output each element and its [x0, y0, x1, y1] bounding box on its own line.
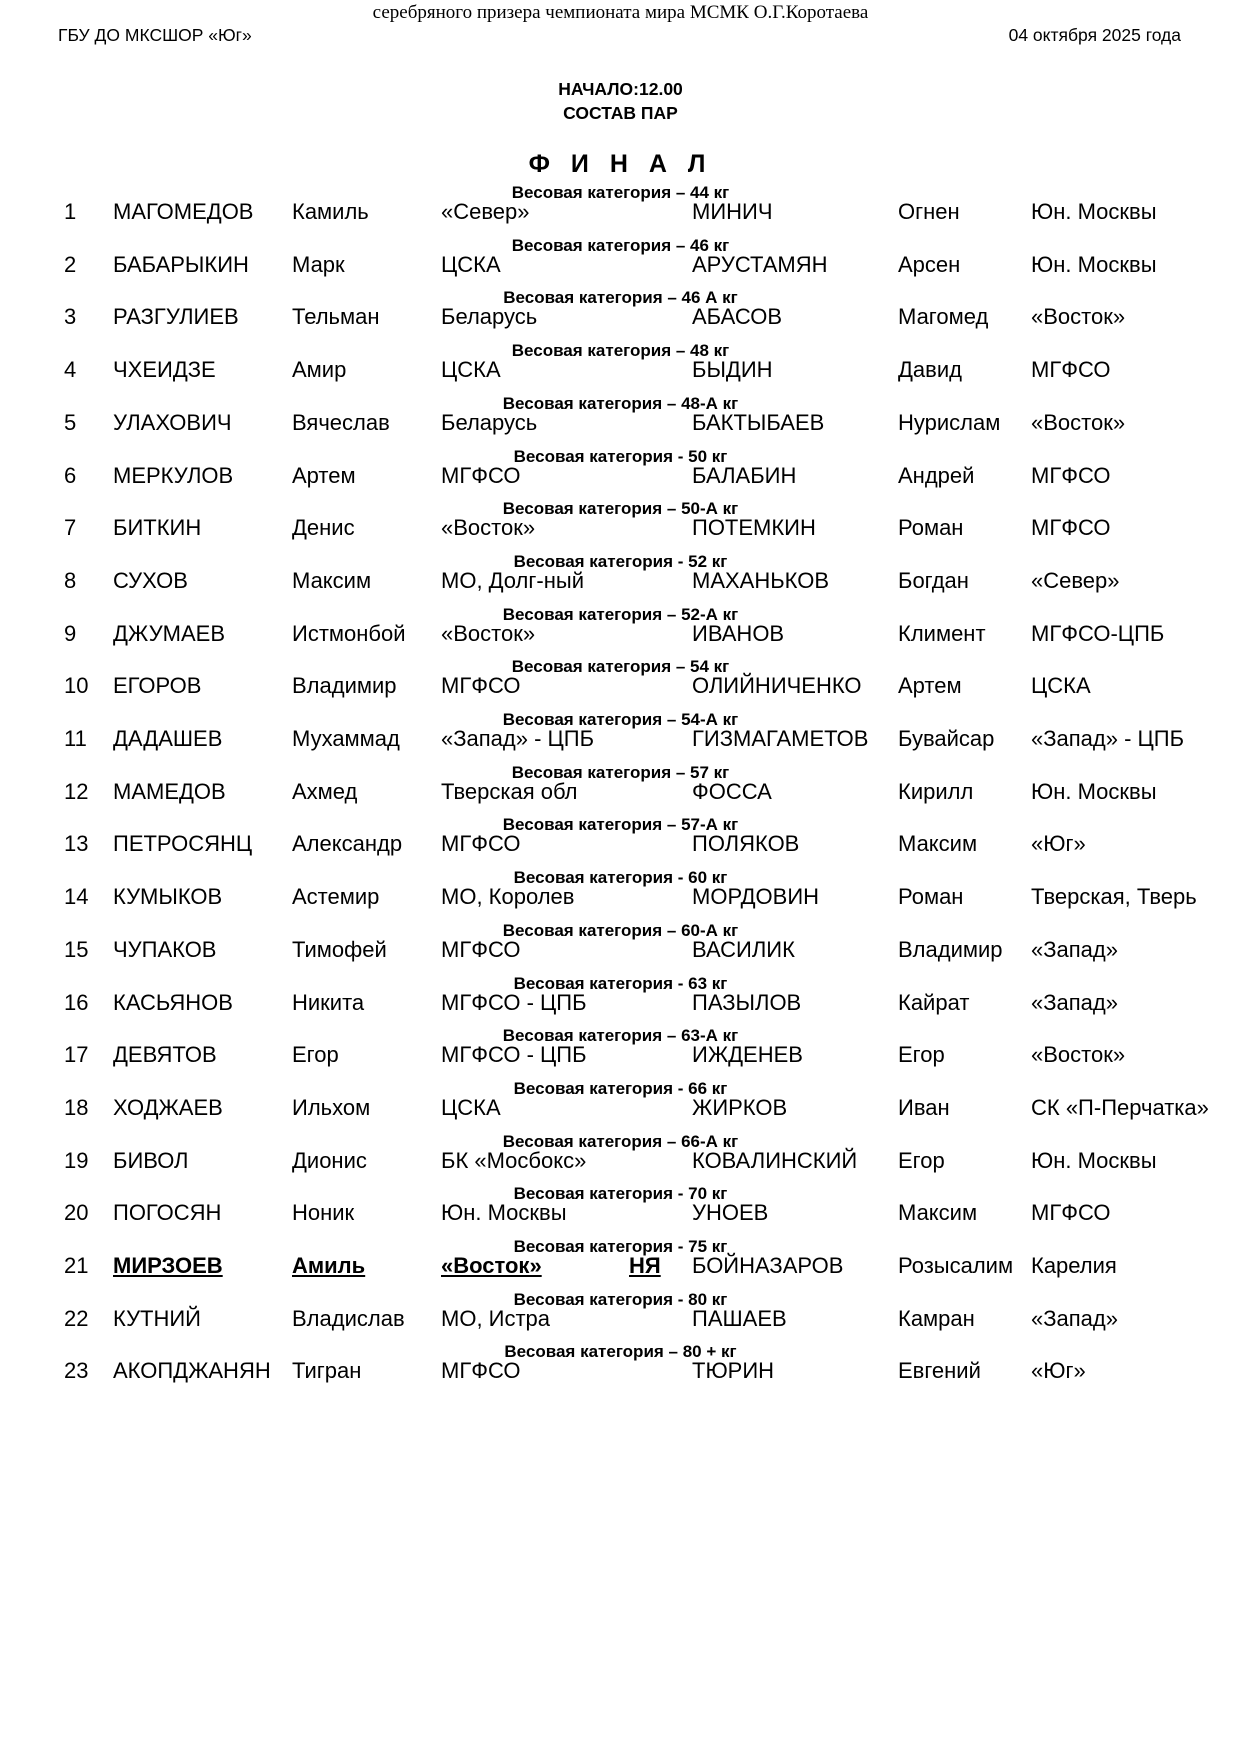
bout-row	[0, 672, 1241, 700]
right-name: Андрей	[898, 462, 975, 488]
weight-category: Весовая категория - 80 кг	[513, 1289, 728, 1309]
right-surname: БАЛАБИН	[692, 462, 797, 488]
bout-number: 15	[64, 936, 89, 962]
right-surname: АБАСОВ	[692, 304, 783, 330]
right-surname: ЖИРКОВ	[692, 1094, 788, 1120]
weight-category: Весовая категория – 80 + кг	[504, 1342, 737, 1362]
right-name: Арсен	[898, 251, 961, 277]
right-name: Богдан	[898, 567, 969, 593]
bout-number: 5	[64, 409, 77, 435]
right-club: МГФСО	[1031, 1200, 1111, 1226]
right-club: Юн. Москвы	[1031, 199, 1157, 224]
bout-row	[0, 514, 1241, 542]
right-club: «Восток»	[1031, 304, 1126, 330]
right-surname: ИЖДЕНЕВ	[692, 1042, 803, 1068]
bout-number: 22	[64, 1305, 89, 1331]
left-club: Тверская обл	[441, 778, 578, 804]
right-club: Юн. Москвы	[1031, 251, 1157, 277]
left-name: Артем	[292, 462, 356, 488]
left-name: Тимофей	[292, 936, 387, 962]
bout-row	[0, 725, 1241, 753]
organization-name: ГБУ ДО МКСШОР «Юг»	[58, 25, 252, 45]
right-surname: МИНИЧ	[692, 199, 773, 224]
left-name: Егор	[292, 1042, 339, 1068]
left-club: Беларусь	[441, 304, 538, 330]
weight-category: Весовая категория – 54-А кг	[502, 710, 739, 729]
weight-category: Весовая категория – 57 кг	[511, 762, 730, 782]
weight-category: Весовая категория – 48 кг	[511, 341, 730, 361]
right-surname: ВАСИЛИК	[692, 936, 795, 962]
weight-category: Весовая категория - 70 кг	[513, 1184, 728, 1204]
left-name: Вячеслав	[292, 409, 390, 435]
right-club: «Север»	[1031, 567, 1120, 593]
bout-row	[0, 198, 1241, 226]
weight-category: Весовая категория – 44 кг	[511, 183, 730, 202]
right-club: «Восток»	[1031, 409, 1126, 435]
right-name: Огнен	[898, 199, 960, 224]
left-surname: ПОГОСЯН	[113, 1200, 222, 1226]
right-name: Камран	[898, 1305, 975, 1331]
left-club: МГФСО	[441, 673, 521, 699]
left-name: Никита	[292, 989, 365, 1015]
left-surname: СУХОВ	[113, 567, 188, 593]
bout-number: 23	[64, 1358, 89, 1384]
right-surname: БАКТЫБАЕВ	[692, 409, 825, 435]
right-surname: ПОЛЯКОВ	[692, 831, 800, 857]
left-name: Дионис	[292, 1147, 367, 1173]
weight-category: Весовая категория – 48-А кг	[502, 393, 739, 413]
left-surname: КУТНИЙ	[113, 1305, 201, 1331]
bout-number: 21	[64, 1253, 89, 1278]
left-surname: РАЗГУЛИЕВ	[113, 304, 239, 330]
right-surname: КОВАЛИНСКИЙ	[692, 1147, 858, 1173]
right-club: «Запад»	[1031, 989, 1118, 1015]
left-surname: ЧУПАКОВ	[113, 936, 217, 962]
bout-row	[0, 251, 1241, 279]
event-subtitle: серебряного призера чемпионата мира МСМК О.Г.Коротаева	[372, 2, 869, 23]
left-club: ЦСКА	[441, 1094, 501, 1120]
left-surname: ДЖУМАЕВ	[113, 620, 226, 646]
right-surname: ПАШАЕВ	[692, 1305, 787, 1331]
bout-row	[0, 1094, 1241, 1122]
right-surname: ОЛИЙНИЧЕНКО	[692, 673, 862, 699]
result-mark: НЯ	[629, 1253, 661, 1278]
left-club: БК «Мосбокс»	[441, 1147, 587, 1173]
weight-category: Весовая категория – 46 А кг	[503, 288, 738, 308]
left-surname: БИВОЛ	[113, 1147, 189, 1173]
left-surname: ХОДЖАЕВ	[113, 1094, 223, 1120]
right-name: Розысалим	[898, 1253, 1014, 1278]
left-surname: КАСЬЯНОВ	[113, 989, 233, 1015]
right-name: Кайрат	[898, 989, 970, 1015]
right-club: Юн. Москвы	[1031, 1147, 1157, 1173]
left-name: Александр	[292, 831, 403, 857]
right-name: Бувайсар	[898, 726, 995, 751]
left-club: Юн. Москвы	[441, 1200, 567, 1226]
right-name: Роман	[898, 884, 964, 910]
left-surname: МАМЕДОВ	[113, 778, 226, 804]
bout-row	[0, 883, 1241, 911]
left-surname: АКОПДЖАНЯН	[113, 1358, 271, 1384]
left-name: Мухаммад	[292, 726, 400, 751]
left-club: МО, Истра	[441, 1305, 551, 1331]
right-surname: БЫДИН	[692, 357, 773, 383]
right-name: Иван	[898, 1094, 950, 1120]
weight-category: Весовая категория - 63 кг	[513, 973, 728, 993]
left-name: Камиль	[292, 199, 369, 224]
bout-number: 7	[64, 515, 77, 541]
bout-number: 3	[64, 304, 77, 330]
weight-category: Весовая категория – 54 кг	[511, 657, 730, 677]
left-name: Максим	[292, 567, 372, 593]
bout-number: 16	[64, 989, 89, 1015]
left-name: Денис	[292, 515, 355, 541]
bout-number: 1	[64, 199, 77, 224]
right-club: «Юг»	[1031, 1358, 1086, 1384]
right-surname: ИВАНОВ	[692, 620, 785, 646]
right-name: Магомед	[898, 304, 989, 330]
right-club: МГФСО	[1031, 357, 1111, 383]
weight-category: Весовая категория - 50 кг	[513, 446, 728, 466]
left-club: ЦСКА	[441, 357, 501, 383]
right-club: Тверская, Тверь	[1031, 884, 1197, 910]
right-surname: МОРДОВИН	[692, 884, 820, 910]
bout-row	[0, 356, 1241, 384]
left-club: МГФСО	[441, 1358, 521, 1384]
left-surname: БАБАРЫКИН	[113, 251, 249, 277]
bout-number: 20	[64, 1200, 89, 1226]
bout-row	[0, 1147, 1241, 1175]
right-name: Кирилл	[898, 778, 974, 804]
left-name: Владислав	[292, 1305, 405, 1331]
right-club: МГФСО	[1031, 462, 1111, 488]
bout-row	[0, 1305, 1241, 1333]
weight-category: Весовая категория - 52 кг	[513, 551, 728, 571]
right-surname: ТЮРИН	[692, 1358, 775, 1384]
start-time: НАЧАЛО:12.00	[558, 79, 683, 99]
bout-number: 4	[64, 357, 77, 383]
right-name: Егор	[898, 1042, 945, 1068]
left-name: Ахмед	[292, 778, 358, 804]
right-club: «Запад» - ЦПБ	[1031, 726, 1185, 751]
bout-row	[0, 409, 1241, 437]
left-club: МГФСО - ЦПБ	[441, 1042, 587, 1068]
left-club: МГФСО	[441, 831, 521, 857]
left-name: Ильхом	[292, 1094, 371, 1120]
right-club: «Юг»	[1031, 831, 1086, 857]
right-surname: АРУСТАМЯН	[692, 251, 828, 277]
bout-number: 11	[64, 726, 87, 751]
right-club: «Запад»	[1031, 1305, 1118, 1331]
left-surname: ПЕТРОСЯНЦ	[113, 831, 253, 857]
right-name: Егор	[898, 1147, 945, 1173]
right-club: ЦСКА	[1031, 673, 1091, 699]
right-club: «Запад»	[1031, 936, 1118, 962]
bout-number: 6	[64, 462, 77, 488]
right-name: Давид	[898, 357, 962, 383]
weight-category: Весовая категория - 66 кг	[513, 1078, 728, 1098]
bout-number: 9	[64, 620, 77, 646]
left-name: Истмонбой	[292, 620, 406, 646]
weight-category: Весовая категория – 52-А кг	[502, 604, 739, 624]
left-surname: ЧХЕИДЗЕ	[113, 357, 216, 383]
weight-category: Весовая категория – 57-А кг	[502, 815, 739, 835]
section-title-final: Ф И Н А Л	[528, 150, 713, 178]
right-name: Артем	[898, 673, 962, 699]
left-surname: КУМЫКОВ	[113, 884, 223, 910]
bout-number: 17	[64, 1042, 89, 1068]
right-club: Карелия	[1031, 1253, 1117, 1278]
bout-number: 2	[64, 251, 77, 277]
right-name: Владимир	[898, 936, 1003, 962]
bout-row	[0, 778, 1241, 806]
left-club: «Восток»	[441, 1253, 542, 1278]
left-surname: УЛАХОВИЧ	[113, 409, 232, 435]
pairs-heading: СОСТАВ ПАР	[563, 103, 678, 123]
right-surname: БОЙНАЗАРОВ	[692, 1253, 844, 1278]
right-club: Юн. Москвы	[1031, 778, 1157, 804]
left-club: МО, Королев	[441, 884, 575, 910]
left-name: Нoник	[292, 1200, 355, 1226]
left-name: Тигран	[292, 1358, 362, 1384]
bout-row	[0, 830, 1241, 858]
right-surname: ФОССА	[692, 778, 772, 804]
right-club: «Восток»	[1031, 1042, 1126, 1068]
right-name: Максим	[898, 831, 978, 857]
right-name: Евгений	[898, 1358, 981, 1384]
right-surname: ГИЗМАГАМЕТОВ	[692, 726, 869, 751]
weight-category: Весовая категория - 75 кг	[513, 1237, 728, 1256]
left-club: «Запад» - ЦПБ	[441, 726, 595, 751]
event-date: 04 октября 2025 года	[1008, 25, 1181, 45]
left-name: Астемир	[292, 884, 380, 910]
bout-number: 12	[64, 778, 89, 804]
left-name: Марк	[292, 251, 345, 277]
left-surname: МЕРКУЛОВ	[113, 462, 234, 488]
left-surname: ДЕВЯТОВ	[113, 1042, 217, 1068]
bout-row	[0, 1041, 1241, 1069]
weight-category: Весовая категория – 50-А кг	[502, 499, 739, 519]
right-club: СК «П-Перчатка»	[1031, 1094, 1209, 1120]
weight-category: Весовая категория – 66-А кг	[502, 1131, 739, 1151]
left-name: Амир	[292, 357, 347, 383]
left-name: Владимир	[292, 673, 397, 699]
bout-row	[0, 567, 1241, 595]
left-surname: МАГОМЕДОВ	[113, 199, 254, 224]
right-name: Климент	[898, 620, 986, 646]
bout-row	[0, 936, 1241, 964]
left-club: Беларусь	[441, 409, 538, 435]
bout-number: 10	[64, 673, 89, 699]
bout-row	[0, 462, 1241, 490]
left-surname: МИРЗОЕВ	[113, 1253, 223, 1278]
right-club: МГФСО-ЦПБ	[1031, 620, 1165, 646]
left-club: МГФСО - ЦПБ	[441, 989, 587, 1015]
right-surname: МАХАНЬКОВ	[692, 567, 830, 593]
bout-number: 8	[64, 567, 77, 593]
left-name: Тельман	[292, 304, 380, 330]
left-club: «Север»	[441, 199, 530, 224]
right-name: Нурислам	[898, 409, 1001, 435]
bout-number: 13	[64, 831, 89, 857]
left-club: «Восток»	[441, 515, 536, 541]
bout-row	[0, 1252, 1241, 1280]
left-surname: ДАДАШЕВ	[113, 726, 223, 751]
weight-category: Весовая категория - 60 кг	[513, 868, 728, 888]
bout-row	[0, 303, 1241, 331]
right-name: Максим	[898, 1200, 978, 1226]
left-name: Амиль	[292, 1253, 366, 1278]
left-club: «Восток»	[441, 620, 536, 646]
bout-row	[0, 989, 1241, 1017]
bout-number: 14	[64, 884, 89, 910]
left-club: МГФСО	[441, 936, 521, 962]
right-club: МГФСО	[1031, 515, 1111, 541]
weight-category: Весовая категория – 63-А кг	[502, 1026, 739, 1046]
left-surname: ЕГОРОВ	[113, 673, 202, 699]
bout-row	[0, 1357, 1241, 1385]
right-surname: УНОЕВ	[692, 1200, 769, 1226]
left-club: ЦСКА	[441, 251, 501, 277]
right-name: Роман	[898, 515, 964, 541]
right-surname: ПОТЕМКИН	[692, 515, 816, 541]
weight-category: Весовая категория – 46 кг	[511, 235, 730, 255]
bout-row	[0, 620, 1241, 648]
bout-row	[0, 1199, 1241, 1227]
bout-number: 19	[64, 1147, 89, 1173]
left-club: МО, Долг-ный	[441, 567, 584, 593]
bout-number: 18	[64, 1094, 89, 1120]
left-surname: БИТКИН	[113, 515, 202, 541]
weight-category: Весовая категория – 60-А кг	[502, 920, 739, 940]
left-club: МГФСО	[441, 462, 521, 488]
right-surname: ПАЗЫЛОВ	[692, 989, 802, 1015]
